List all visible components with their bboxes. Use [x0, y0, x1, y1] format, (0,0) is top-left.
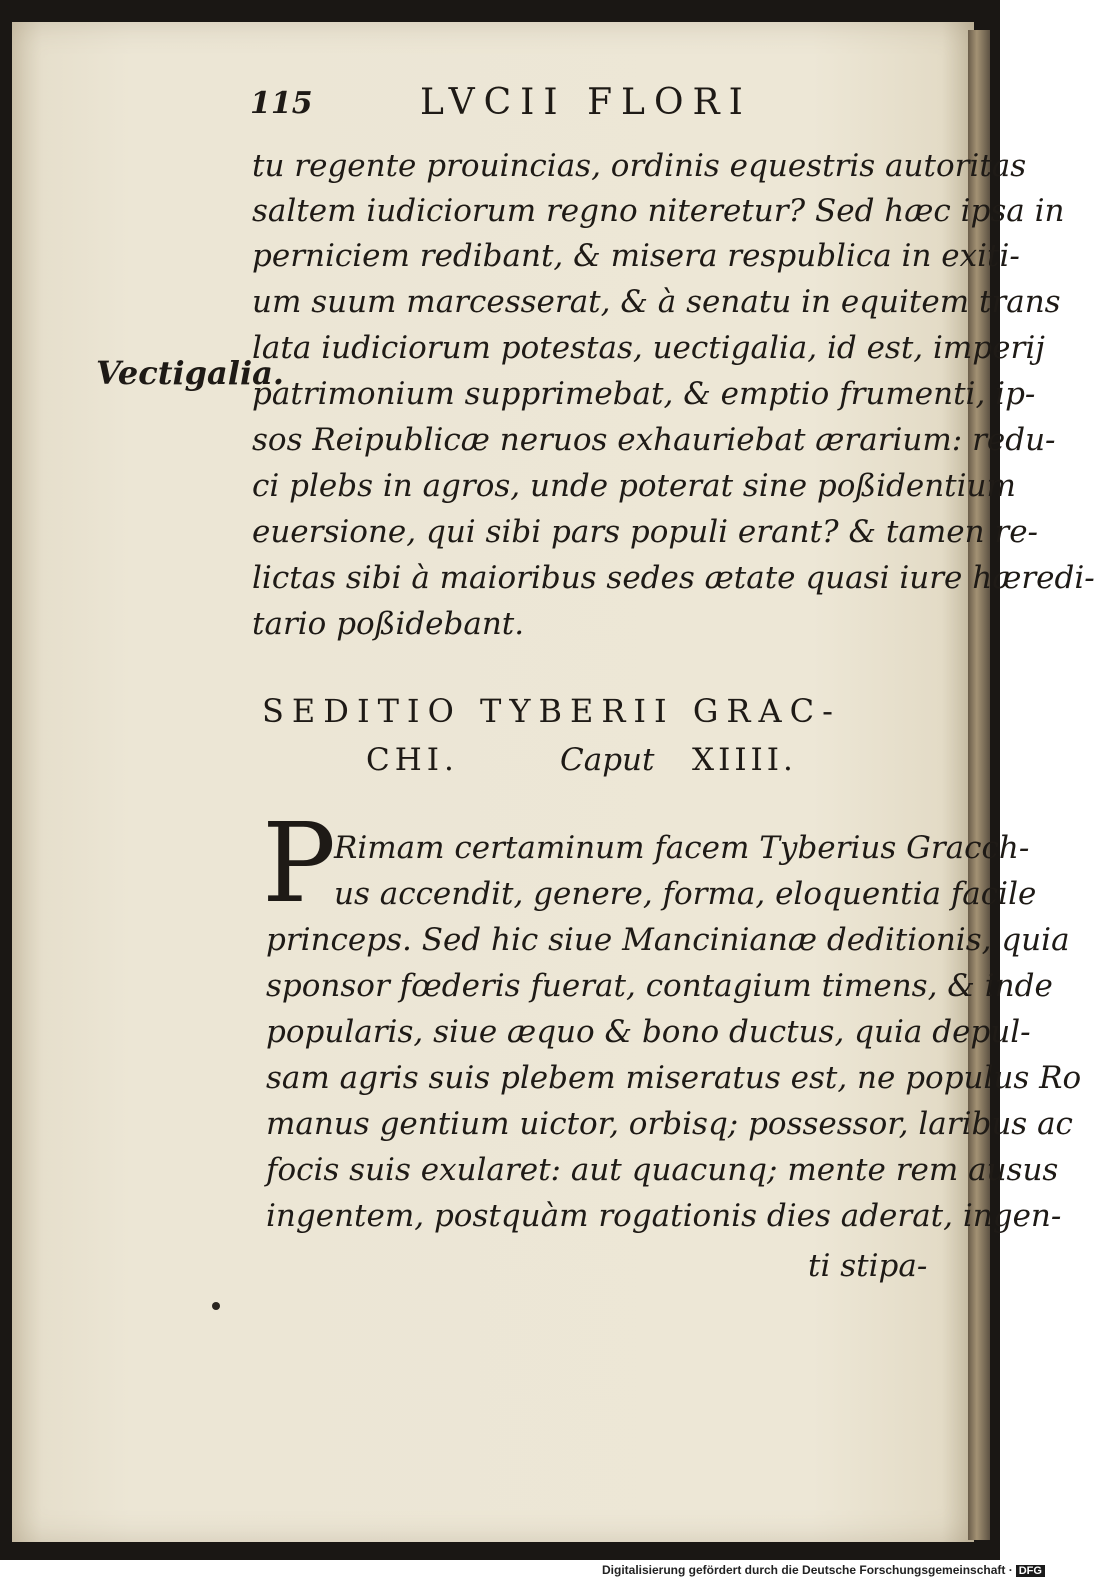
- text-line: sam agris suis plebem miseratus est, ne populus Ro: [266, 1060, 1082, 1096]
- text-line: focis suis exularet: aut quacunq; mente rem ausus: [266, 1152, 1059, 1188]
- text-line: lictas sibi à maioribus sedes ætate quasi iure hæredi-: [252, 560, 1095, 596]
- drop-cap: P: [262, 799, 337, 927]
- text-line: Rimam certaminum facem Tyberius Gracch-: [334, 830, 1030, 866]
- footer-text: Digitalisierung gefördert durch die Deutsche Forschungsgemeinschaft ·: [602, 1563, 1013, 1577]
- text-line: ci plebs in agros, unde poterat sine poßidentium: [252, 468, 1016, 504]
- footer-credit: [602, 1563, 1045, 1577]
- text-line: lata iudiciorum potestas, uectigalia, id est, imperij: [252, 330, 1045, 366]
- marginal-note: Vectigalia.: [96, 354, 284, 392]
- text-line: ingentem, postquàm rogationis dies aderat, ingen-: [266, 1198, 1062, 1234]
- page-number: 115: [250, 86, 313, 121]
- heading-line-1: SEDITIO TYBERII GRAC-: [262, 692, 841, 730]
- heading-line-2-c: XIIII.: [692, 742, 797, 778]
- text-line: popularis, siue æquo & bono ductus, quia depul-: [266, 1014, 1031, 1050]
- text-line: saltem iudiciorum regno niteretur? Sed hæc ipsa in: [252, 193, 1065, 229]
- text-line: tu regente prouincias, ordinis equestris autoritas: [252, 148, 1027, 184]
- text-line: sos Reipublicæ neruos exhauriebat ærarium: redu-: [252, 422, 1056, 458]
- ink-speck: [212, 1302, 220, 1310]
- heading-line-2-b: Caput: [560, 742, 655, 778]
- text-line: sponsor fœderis fuerat, contagium timens, & inde: [266, 968, 1053, 1004]
- heading-line-2-a: CHI.: [366, 742, 459, 778]
- dfg-logo-icon: DFG: [1016, 1565, 1045, 1577]
- text-line: um suum marcesserat, & à senatu in equitem trans: [252, 284, 1061, 320]
- text-line: perniciem redibant, & misera respublica in exiti-: [252, 238, 1020, 274]
- text-line: princeps. Sed hic siue Mancinianæ deditionis, quia: [266, 922, 1070, 958]
- text-line: us accendit, genere, forma, eloquentia facile: [334, 876, 1037, 912]
- text-line: tario poßidebant.: [252, 606, 525, 642]
- text-line: patrimonium supprimebat, & emptio frumenti, ip-: [252, 376, 1036, 412]
- catchword: ti stipa-: [808, 1248, 928, 1284]
- text-line: euersione, qui sibi pars populi erant? & tamen re-: [252, 514, 1039, 550]
- running-title: LVCII FLORI: [420, 82, 752, 123]
- text-line: manus gentium uictor, orbisq; possessor, laribus ac: [266, 1106, 1073, 1142]
